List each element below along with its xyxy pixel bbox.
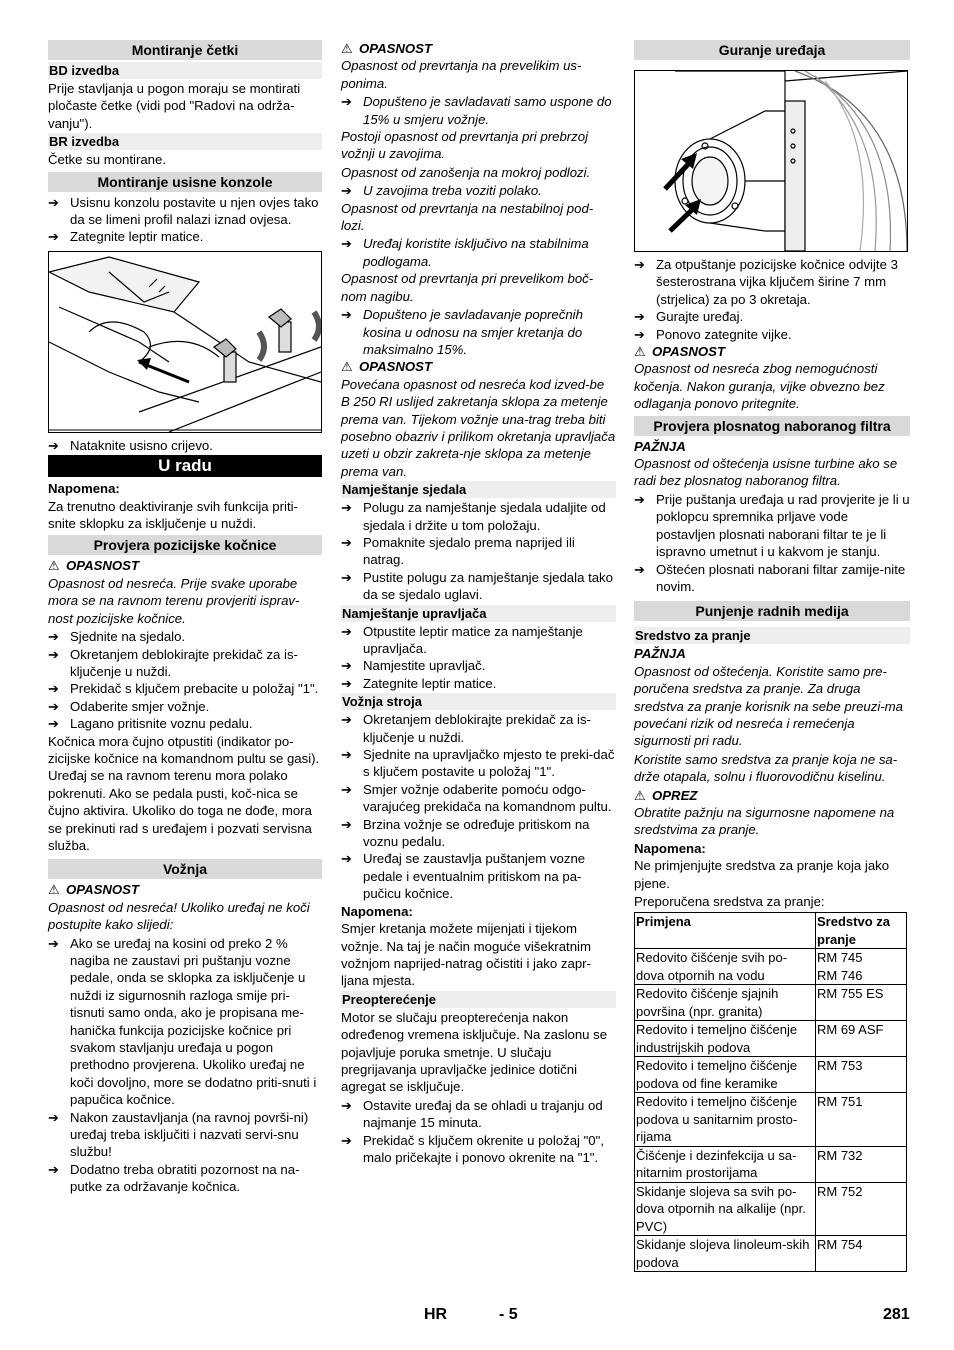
arrow-icon: ➔	[341, 747, 352, 763]
danger-text: Povećana opasnost od nesreća kod izved-be B 250 RI uslijed zakretanja sklopa za metenje prema van. Tijekom vožnje una-trag treba biti posebno obazriv i prilikom okretanja upravljača uzeti u obzir zakreta-nje sklopa za metenje prema van.	[341, 376, 616, 479]
footer-language: HR	[424, 1306, 448, 1323]
arrow-icon: ➔	[341, 500, 352, 516]
arrow-icon: ➔	[48, 646, 59, 662]
arrow-icon: ➔	[341, 236, 352, 252]
warning-triangle-icon: ⚠	[48, 882, 60, 898]
arrow-icon: ➔	[341, 851, 352, 867]
step: ➔ Zategnite leptir matice.	[48, 229, 204, 245]
danger-text: Opasnost od nesreća! Ukoliko uređaj ne koči postupite kako slijedi:	[48, 899, 310, 933]
arrow-icon: ➔	[341, 816, 352, 832]
note-label: Napomena:	[634, 840, 706, 856]
caution-text: Opasnost od oštećenja usisne turbine ako se radi bez plosnatog naboranog filtra.	[634, 456, 898, 489]
table-header-row	[635, 913, 907, 949]
arrow-icon: ➔	[341, 675, 352, 691]
table-cell: RM 751	[816, 1093, 907, 1147]
step: ➔ Okretanjem deblokirajte prekidač za is-ključenje u nuždi.	[48, 646, 298, 679]
subheading-br: BR izvedba	[48, 133, 322, 150]
warning-triangle-icon: ⚠	[48, 558, 60, 574]
arrow-icon: ➔	[634, 257, 645, 272]
danger-text: Opasnost od nesreća zbog nemogućnosti kočenja. Nakon guranja, vijke obvezno bez odlaganja ponovo pritegnite.	[634, 361, 885, 412]
step: ➔ Otpustite leptir matice za namještanje upravljača.	[341, 623, 583, 656]
step: ➔ Sjednite na upravljačko mjesto te preki-dač s ključem postavite u položaj "1".	[341, 747, 615, 780]
table-row	[635, 985, 907, 1021]
step: ➔ Dopušteno je savladavati samo uspone do 15% u smjeru vožnje.	[341, 94, 612, 127]
bd-text: Prije stavljanja u pogon moraju se montirati pločaste četke (vidi pod "Radovi na održa-vanju").	[48, 81, 301, 131]
arrow-icon: ➔	[634, 326, 645, 342]
arrow-icon: ➔	[341, 712, 352, 728]
warning-label: ⚠ OPREZ	[634, 787, 698, 803]
arrow-icon: ➔	[341, 781, 352, 797]
danger-label: ⚠ OPASNOST	[341, 359, 433, 375]
warning-text: Obratite pažnju na sigurnosne napomene na sredstvima za pranje.	[634, 804, 895, 838]
table-cell: Redovito i temeljno čišćenje podova od fine keramike	[635, 1057, 816, 1093]
warning-triangle-icon: ⚠	[634, 787, 646, 803]
arrow-icon: ➔	[341, 569, 352, 585]
step: ➔ Uređaj koristite isključivo na stabilnima podlogama.	[341, 236, 589, 269]
column-left	[48, 40, 322, 1196]
section-heading-parking-brake: Provjera pozicijske kočnice	[48, 535, 322, 555]
arrow-icon: ➔	[341, 1097, 352, 1113]
arrow-icon: ➔	[48, 681, 59, 697]
table-cell: RM 753	[816, 1057, 907, 1093]
table-row	[635, 1057, 907, 1093]
note-label: Napomena:	[48, 481, 120, 497]
section-heading-filter: Provjera plosnatog naboranog filtra	[634, 416, 910, 436]
section-heading-brushes: Montiranje četki	[48, 40, 322, 60]
step: ➔ Prije puštanja uređaja u rad provjerite je li u poklopcu spremnika prljave vode postavljen plosnati naborani filtar te je li ispravno umetnut i u kakvom je stanju.	[634, 491, 910, 560]
caution-label: PAŽNJA	[634, 646, 686, 662]
danger-label: ⚠ OPASNOST	[341, 41, 433, 56]
danger-text: Opasnost od zanošenja na mokroj podlozi.	[341, 164, 591, 180]
table-row	[635, 1093, 907, 1147]
arrow-icon: ➔	[341, 183, 352, 199]
danger-text: Opasnost od prevrtanja pri prevelikom boč-nom nagibu.	[341, 271, 594, 304]
step: ➔ Pustite polugu za namještanje sjedala tako da se sjedalo uglavi.	[341, 569, 613, 603]
step: ➔ Dopušteno je savladavanje poprečnih kosina u odnosu na smjer kretanja do maksimalno 15%.	[341, 307, 583, 357]
danger-text: Opasnost od nesreća. Prije svake uporabe mora se na ravnom terenu provjeriti isprav-nost pozicijske kočnice.	[48, 575, 300, 626]
step: ➔ Usisnu konzolu postavite u njen ovjes tako da se limeni profil nalazi iznad ovjesa.	[48, 194, 319, 228]
section-heading-pushing: Guranje uređaja	[634, 40, 910, 60]
caution-text-2: Koristite samo sredstva za pranje koja ne sa-drže otapala, solnu i fluorovodičnu kiselinu.	[634, 751, 898, 785]
table-row	[635, 1236, 907, 1272]
footer-section-page: - 5	[499, 1306, 518, 1323]
caution-text: Opasnost od oštećenja. Koristite samo pre-poručena sredstva za pranje. Za druga sredstva za pranje korisnik na sebe preuzi-ma povećani rizik od nesreća i remećenja sigurnosti pri radu.	[634, 663, 904, 749]
table-header-cell: Primjena	[635, 913, 816, 949]
arrow-icon: ➔	[48, 698, 59, 714]
arrow-icon: ➔	[634, 491, 645, 507]
table-cell: RM 755 ES	[816, 985, 907, 1021]
warning-triangle-icon: ⚠	[341, 41, 353, 56]
subheading-steering: Namještanje upravljača	[341, 605, 616, 622]
danger-text: Opasnost od prevrtanja na prevelikim us-ponima.	[341, 58, 582, 91]
danger-text: Opasnost od prevrtanja na nestabilnoj pod-lozi.	[341, 200, 594, 234]
table-row	[635, 1182, 907, 1236]
arrow-icon: ➔	[341, 658, 352, 674]
subheading-machine-driving: Vožnja stroja	[341, 693, 616, 710]
step: ➔ Prekidač s ključem prebacite u položaj "1".	[48, 681, 319, 697]
subheading-bd: BD izvedba	[48, 62, 322, 79]
section-heading-filling: Punjenje radnih medija	[634, 601, 910, 621]
note-text: Ne primjenjujte sredstva za pranje koja jako pjene.	[634, 858, 890, 891]
step: ➔ Ponovo zategnite vijke.	[634, 326, 792, 342]
brake-text: Kočnica mora čujno otpustiti (indikator po-zicijske kočnice na komandnom pultu se gasi). Uređaj se na ravnom terenu mora polako pokrenuti. Ako se pedala pusti, koč-nica se čujno aktivira. Ukoliko do toga ne dođe, mora se prekinuti rad s uređajem i pozvati servisna služba.	[48, 733, 320, 853]
table-cell: Redovito čišćenje sjajnih površina (npr. granita)	[635, 985, 816, 1021]
table-cell: Redovito i temeljno čišćenje industrijskih podova	[635, 1021, 816, 1057]
table-cell: Čišćenje i dezinfekcija u sa-nitarnim prostorijama	[635, 1146, 816, 1182]
detergent-table	[634, 912, 907, 1272]
note-text: Smjer kretanja možete mijenjati i tijekom vožnje. Na taj je način moguće višekratnim vožnjom naprijed-natrag očistiti i jako zapr-ljana mjesta.	[341, 921, 591, 989]
suction-console-illustration	[49, 252, 321, 432]
recommended-label: Preporučena sredstva za pranje:	[634, 894, 825, 909]
step: ➔ Ostavite uređaj da se ohladi u trajanju od najmanje 15 minuta.	[341, 1097, 603, 1131]
column-middle	[341, 40, 616, 1166]
section-heading-driving: Vožnja	[48, 859, 322, 879]
table-cell: Redovito i temeljno čišćenje podova u sanitarnim prosto-rijama	[635, 1093, 816, 1147]
chapter-heading-operation: U radu	[48, 455, 322, 477]
arrow-icon: ➔	[48, 716, 59, 732]
table-cell: Redovito čišćenje svih po-dova otpornih na vodu	[635, 949, 816, 985]
footer-page-number: 281	[883, 1306, 910, 1323]
note-text: Za trenutno deaktiviranje svih funkcija priti-snite sklopku za isključenje u nuždi.	[48, 498, 298, 532]
note-label: Napomena:	[341, 903, 413, 919]
subheading-detergent: Sredstvo za pranje	[634, 627, 910, 644]
arrow-icon: ➔	[48, 935, 59, 951]
step: ➔ Sjednite na sjedalo.	[48, 629, 186, 645]
warning-triangle-icon: ⚠	[341, 359, 353, 375]
arrow-icon: ➔	[634, 309, 645, 325]
table-row	[635, 1021, 907, 1057]
arrow-icon: ➔	[341, 534, 352, 550]
step: ➔ Za otpuštanje pozicijske kočnice odvijte 3 šesterostrana vijka ključem širine 7 mm (strjelica) za po 3 okretaja.	[634, 257, 898, 307]
step: ➔ Prekidač s ključem okrenite u položaj "0", malo pričekajte i ponovo okrenite na "1".	[341, 1132, 604, 1165]
table-cell: RM 69 ASF	[816, 1021, 907, 1057]
step: ➔ Uređaj se zaustavlja puštanjem vozne pedale i eventualnim pritiskom na pa-pučicu kočnice.	[341, 851, 586, 902]
brake-screws-illustration	[635, 71, 907, 251]
arrow-icon: ➔	[48, 229, 59, 245]
arrow-icon: ➔	[48, 1161, 59, 1177]
table-row	[635, 1146, 907, 1182]
table-cell: Skidanje slojeva sa svih po-dova otpornih na alkalije (npr. PVC)	[635, 1182, 816, 1236]
step: ➔ Dodatno treba obratiti pozornost na na-putke za održavanje kočnica.	[48, 1161, 300, 1195]
step: ➔ Brzina vožnje se određuje pritiskom na voznu pedalu.	[341, 816, 590, 850]
arrow-icon: ➔	[48, 437, 59, 453]
table-cell: RM 752	[816, 1182, 907, 1236]
step: ➔ Gurajte uređaj.	[634, 309, 744, 325]
section-heading-console: Montiranje usisne konzole	[48, 172, 322, 192]
arrow-icon: ➔	[634, 561, 645, 577]
danger-label: ⚠ OPASNOST	[48, 558, 140, 574]
subheading-overload: Preopterećenje	[341, 991, 616, 1008]
overload-text: Motor se slučaju preopterećenja nakon određenog vremena isključuje. Na zaslonu se pojavljuje poruka smetnje. U slučaju pregrijavanja upravljačke jedinice dotični agregat se isključuje.	[341, 1009, 608, 1095]
arrow-icon: ➔	[341, 623, 352, 639]
arrow-icon: ➔	[341, 1132, 352, 1148]
table-cell: RM 745 RM 746	[816, 949, 907, 985]
step: ➔ Odaberite smjer vožnje.	[48, 698, 210, 714]
step: ➔ U zavojima treba voziti polako.	[341, 183, 542, 199]
table-body	[635, 949, 907, 1272]
arrow-icon: ➔	[48, 1109, 59, 1125]
arrow-icon: ➔	[341, 307, 352, 323]
table-row	[635, 949, 907, 985]
table-cell: RM 732	[816, 1146, 907, 1182]
arrow-icon: ➔	[341, 94, 352, 110]
table-cell: RM 754	[816, 1236, 907, 1272]
table-header-cell: Sredstvo za pranje	[816, 913, 907, 949]
table-cell: Skidanje slojeva linoleum-skih podova	[635, 1236, 816, 1272]
warning-triangle-icon: ⚠	[634, 344, 646, 360]
step: ➔ Smjer vožnje odaberite pomoću odgo-varajućeg prekidača na komandnom pultu.	[341, 781, 612, 815]
danger-label: ⚠ OPASNOST	[634, 344, 726, 360]
danger-text: Postoji opasnost od prevrtanja pri prebrzoj vožnji u zavojima.	[341, 129, 589, 162]
step: ➔ Oštećen plosnati naborani filtar zamije-nite novim.	[634, 561, 906, 594]
step: ➔ Namjestite upravljač.	[341, 658, 486, 674]
step: ➔ Okretanjem deblokirajte prekidač za is-ključenje u nuždi.	[341, 712, 591, 745]
step: ➔ Ako se uređaj na kosini od preko 2 % nagiba ne zaustavi pri puštanju vozne pedale, onda se sklopka za isključenje u nuždi iz sigurnosnih razloga smije pri-tisnuti samo onda, ako je propisana me-hanička funkcija pozicijske kočnice pri svakom stavljanju uređaja u pogon prethodno provjerena. Ukoliko uređaj ne koči dovoljno, more se dodatno priti-snuti i papučica kočnice.	[48, 935, 317, 1108]
step: ➔ Zategnite leptir matice.	[341, 675, 497, 691]
arrow-icon: ➔	[48, 194, 59, 210]
step: ➔ Polugu za namještanje sjedala udaljite od sjedala i držite u tom položaju.	[341, 500, 606, 533]
figure-brake-screws	[634, 70, 908, 252]
arrow-icon: ➔	[48, 629, 59, 645]
figure-suction-console	[48, 251, 322, 433]
step: ➔ Nataknite usisno crijevo.	[48, 437, 213, 453]
step: ➔ Nakon zaustavljanja (na ravnoj površi-ni) uređaj treba isključiti i nazvati servi-snu službu!	[48, 1109, 309, 1160]
caution-label: PAŽNJA	[634, 438, 686, 454]
subheading-seat: Namještanje sjedala	[341, 481, 616, 498]
step: ➔ Pomaknite sjedalo prema naprijed ili natrag.	[341, 534, 575, 568]
step: ➔ Lagano pritisnite voznu pedalu.	[48, 716, 253, 732]
danger-label: ⚠ OPASNOST	[48, 882, 140, 898]
column-right	[634, 40, 910, 1272]
br-text: Četke su montirane.	[48, 152, 167, 168]
